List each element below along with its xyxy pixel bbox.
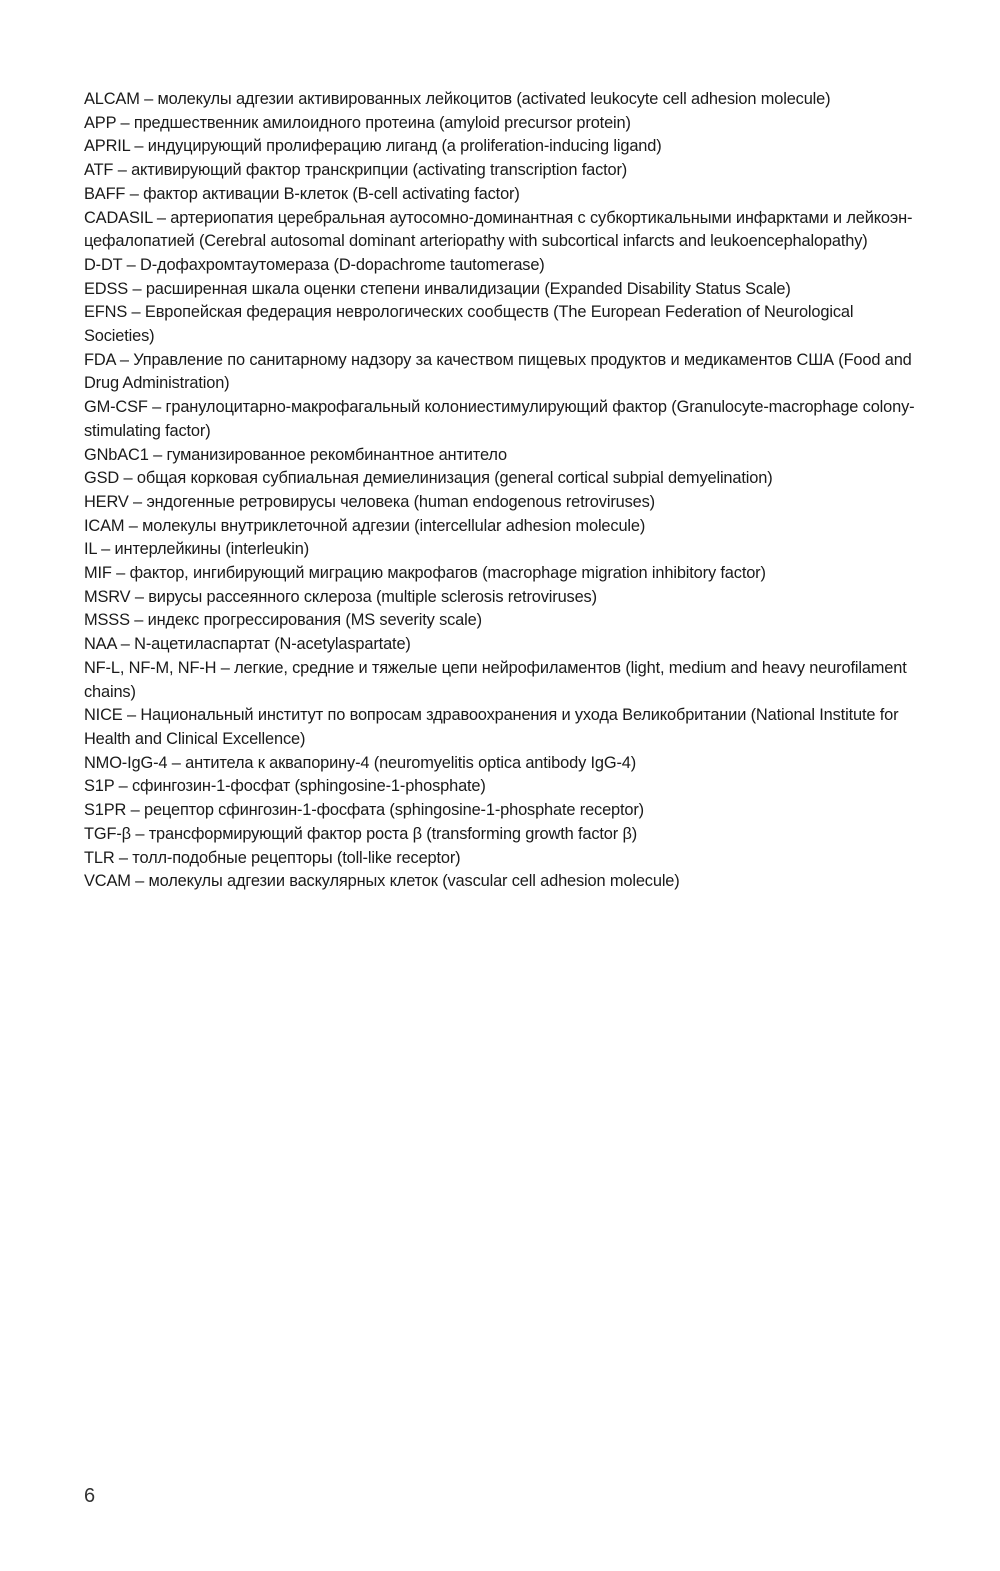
abbreviation-definition-ru: расширенная шкала оценки степени инвалидизации <box>145 279 540 298</box>
abbreviation-definition-en: (Expanded Disability Status Scale) <box>539 279 791 298</box>
abbreviation-definition-ru: N-ацетиласпартат <box>134 635 270 654</box>
abbreviation-definition-en: (National Institute for Health and Clinical Excellence) <box>84 706 899 748</box>
abbreviation-term: NF-L, NF-M, NF-H <box>84 658 217 677</box>
abbreviation-entry <box>84 301 920 348</box>
abbreviation-separator: – <box>152 208 171 227</box>
abbreviation-term: APP <box>84 113 117 132</box>
abbreviation-definition-ru: индекс прогрессирования <box>147 611 341 630</box>
abbreviation-separator: – <box>122 706 141 725</box>
abbreviation-term: VCAM <box>84 872 131 891</box>
abbreviation-entry <box>84 183 920 207</box>
abbreviation-separator: – <box>130 587 149 606</box>
abbreviation-separator: – <box>115 350 134 369</box>
abbreviation-definition-en: (sphingosine-1-phosphate) <box>290 777 486 796</box>
abbreviation-definition-ru: трансформирующий фактор роста β <box>148 824 422 843</box>
abbreviation-entry <box>84 823 920 847</box>
abbreviation-separator: – <box>130 137 148 156</box>
abbreviation-term: D-DT <box>84 255 123 274</box>
abbreviation-definition-en: (Food and Drug Administration) <box>84 350 912 393</box>
abbreviation-term: IL <box>84 540 97 559</box>
abbreviation-term: NICE <box>84 706 123 725</box>
abbreviation-term: EFNS <box>84 303 128 322</box>
abbreviation-term: NMO-IgG-4 <box>84 753 168 772</box>
abbreviation-definition-en: (sphingosine-1-phosphate receptor) <box>385 801 644 820</box>
abbreviation-term: ATF <box>84 161 114 180</box>
abbreviation-separator: – <box>126 801 144 820</box>
abbreviation-definition-ru: гранулоцитарно-макрофагальный колониестимулирующий фактор <box>165 398 667 417</box>
abbreviation-entry <box>84 609 920 633</box>
abbreviation-entry <box>84 775 920 799</box>
abbreviation-definition-en: (multiple sclerosis retroviruses) <box>371 587 597 606</box>
abbreviation-definition-ru: гуманизированное рекомбинантное антитело <box>166 445 507 464</box>
abbreviation-term: TGF-β <box>84 824 131 843</box>
abbreviation-separator: – <box>128 492 147 511</box>
abbreviation-entry <box>84 870 920 894</box>
abbreviation-term: MSSS <box>84 611 130 630</box>
abbreviation-separator: – <box>114 848 133 867</box>
abbreviation-separator: – <box>125 184 144 203</box>
abbreviation-separator: – <box>139 90 158 108</box>
abbreviation-definition-en: (toll-like receptor) <box>332 848 461 867</box>
abbreviation-entry <box>84 254 920 278</box>
abbreviation-entry <box>84 586 920 610</box>
abbreviation-entry <box>84 349 920 396</box>
abbreviation-definition-ru: Европейская федерация неврологических сообществ <box>144 303 549 322</box>
abbreviation-separator: – <box>124 516 143 535</box>
abbreviation-separator: – <box>216 658 235 677</box>
abbreviation-definition-ru: активирующий фактор транскрипции <box>131 161 409 180</box>
abbreviation-definition-ru: интерлейкины <box>114 540 221 559</box>
abbreviation-definition-en: (N-acetylaspartate) <box>269 635 411 654</box>
abbreviation-entry <box>84 159 920 183</box>
abbreviation-term: ICAM <box>84 516 125 535</box>
abbreviation-separator: – <box>122 255 141 274</box>
abbreviation-separator: – <box>116 635 135 654</box>
abbreviation-definition-en: (human endogenous retroviruses) <box>409 492 655 511</box>
abbreviation-definition-ru: общая корковая субпиальная демиелинизация <box>136 469 490 488</box>
abbreviation-definition-ru: антитела к аквапорину-4 <box>185 753 370 772</box>
abbreviation-separator: – <box>130 872 149 891</box>
abbreviation-term: ALCAM <box>84 90 140 108</box>
abbreviation-term: NAA <box>84 635 117 654</box>
abbreviation-definition-en: (activated leukocyte cell adhesion molecule) <box>511 90 831 108</box>
abbreviation-term: S1P <box>84 777 115 796</box>
abbreviation-term: HERV <box>84 492 129 511</box>
abbreviation-separator: – <box>147 398 166 417</box>
abbreviation-entry <box>84 515 920 539</box>
abbreviation-term: GSD <box>84 469 120 488</box>
abbreviation-entry <box>84 278 920 302</box>
abbreviation-entry <box>84 752 920 776</box>
abbreviation-definition-en: (B-cell activating factor) <box>347 184 520 203</box>
abbreviation-definition-ru: индуцирующий пролиферацию лиганд <box>147 137 438 156</box>
abbreviation-definition-en: (amyloid precursor protein) <box>434 113 631 132</box>
abbreviation-definition-ru: молекулы адгезии васкулярных клеток <box>148 872 438 891</box>
abbreviation-term: CADASIL <box>84 208 153 227</box>
abbreviation-term: GM-CSF <box>84 398 148 417</box>
abbreviation-definition-en: (intercellular adhesion molecule) <box>409 516 646 535</box>
abbreviation-definition-ru: фактор, ингибирующий миграцию макрофагов <box>129 564 478 583</box>
abbreviation-definition-en: (transforming growth factor β) <box>421 824 638 843</box>
abbreviation-definition-ru: легкие, средние и тяжелые цепи нейрофиламентов <box>234 658 621 677</box>
abbreviation-separator: – <box>96 540 115 559</box>
abbreviation-definition-en: (neuromyelitis optica antibody IgG-4) <box>369 753 637 772</box>
abbreviation-entry <box>84 207 920 254</box>
abbreviation-separator: – <box>116 113 134 132</box>
abbreviation-entry <box>84 657 920 704</box>
abbreviation-term: EDSS <box>84 279 129 298</box>
abbreviation-term: TLR <box>84 848 115 867</box>
abbreviation-definition-en: (macrophage migration inhibitory factor) <box>477 564 766 583</box>
abbreviation-term: FDA <box>84 350 116 369</box>
abbreviation-definition-en: (MS severity scale) <box>341 611 482 630</box>
abbreviation-term: BAFF <box>84 184 126 203</box>
abbreviation-separator: – <box>148 445 167 464</box>
abbreviation-separator: – <box>111 564 130 583</box>
abbreviation-definition-ru: артериопатия церебральная аутосомно-доминантная с субкортикальными инфарктами и лейкоэн-цефалопатией <box>84 208 913 251</box>
abbreviation-definition-en: (The European Federation of Neurological Societies) <box>84 303 854 346</box>
abbreviation-entry <box>84 704 920 751</box>
abbreviation-definition-en: (D-dopachrome tautomerase) <box>329 255 545 274</box>
abbreviation-definition-ru: D-дофахромтаутомераза <box>140 255 330 274</box>
abbreviation-definition-en: (activating transcription factor) <box>408 161 628 180</box>
abbreviation-definition-ru: эндогенные ретровирусы человека <box>146 492 410 511</box>
abbreviation-term: APRIL <box>84 137 131 156</box>
abbreviation-definition-ru: молекулы адгезии активированных лейкоцитов <box>157 90 512 108</box>
abbreviation-definition-en: (vascular cell adhesion molecule) <box>437 872 680 891</box>
abbreviation-term: S1PR <box>84 801 127 820</box>
abbreviation-entry <box>84 112 920 136</box>
abbreviation-separator: – <box>128 279 146 298</box>
abbreviation-entry <box>84 847 920 871</box>
abbreviation-definition-ru: Национальный институт по вопросам здравоохранения и ухода Великобритании <box>140 706 747 725</box>
abbreviation-definition-ru: вирусы рассеянного склероза <box>148 587 372 606</box>
page-number: 6 <box>84 1485 96 1507</box>
abbreviation-definition-ru: сфингозин-1-фосфат <box>132 777 291 796</box>
abbreviation-separator: – <box>129 611 148 630</box>
abbreviation-entry <box>84 444 920 468</box>
abbreviation-entry <box>84 467 920 491</box>
abbreviation-term: GNbAC1 <box>84 445 149 464</box>
abbreviation-separator: – <box>114 777 133 796</box>
abbreviation-separator: – <box>127 303 145 322</box>
abbreviation-separator: – <box>167 753 186 772</box>
abbreviation-definition-ru: молекулы внутриклеточной адгезии <box>142 516 410 535</box>
abbreviation-entry <box>84 135 920 159</box>
abbreviation-definition-en: (a proliferation-inducing ligand) <box>437 137 662 156</box>
abbreviation-definition-ru: Управление по санитарному надзору за качеством пищевых продуктов и медикаментов США <box>133 350 834 369</box>
abbreviation-definition-en: (general cortical subpial demyelination) <box>489 469 773 488</box>
abbreviation-entry <box>84 562 920 586</box>
abbreviation-entry <box>84 633 920 657</box>
abbreviation-separator: – <box>130 824 149 843</box>
abbreviation-term: MSRV <box>84 587 131 606</box>
abbreviation-definition-ru: толл-подобные рецепторы <box>132 848 333 867</box>
abbreviation-separator: – <box>113 161 132 180</box>
abbreviation-definition-en: (light, medium and heavy neurofilament chains) <box>84 658 907 701</box>
abbreviation-entry <box>84 538 920 562</box>
abbreviation-definition-en: (Cerebral autosomal dominant arteriopathy with subcortical infarcts and leukoencephalopathy) <box>194 232 868 251</box>
abbreviation-term: MIF <box>84 564 112 583</box>
abbreviation-entry <box>84 491 920 515</box>
abbreviation-definition-ru: предшественник амилоидного протеина <box>133 113 435 132</box>
abbreviation-entry <box>84 799 920 823</box>
abbreviation-definition-ru: рецептор сфингозин-1-фосфата <box>144 801 386 820</box>
abbreviation-definition-en: (interleukin) <box>220 540 310 559</box>
abbreviation-separator: – <box>119 469 137 488</box>
abbreviation-definition-ru: фактор активации B-клеток <box>143 184 348 203</box>
abbreviation-definition-en: (Granulocyte-macrophage colony-stimulating factor) <box>84 398 915 440</box>
abbreviation-entry <box>84 88 920 112</box>
abbreviation-entry <box>84 396 920 443</box>
abbreviation-list <box>84 88 920 894</box>
